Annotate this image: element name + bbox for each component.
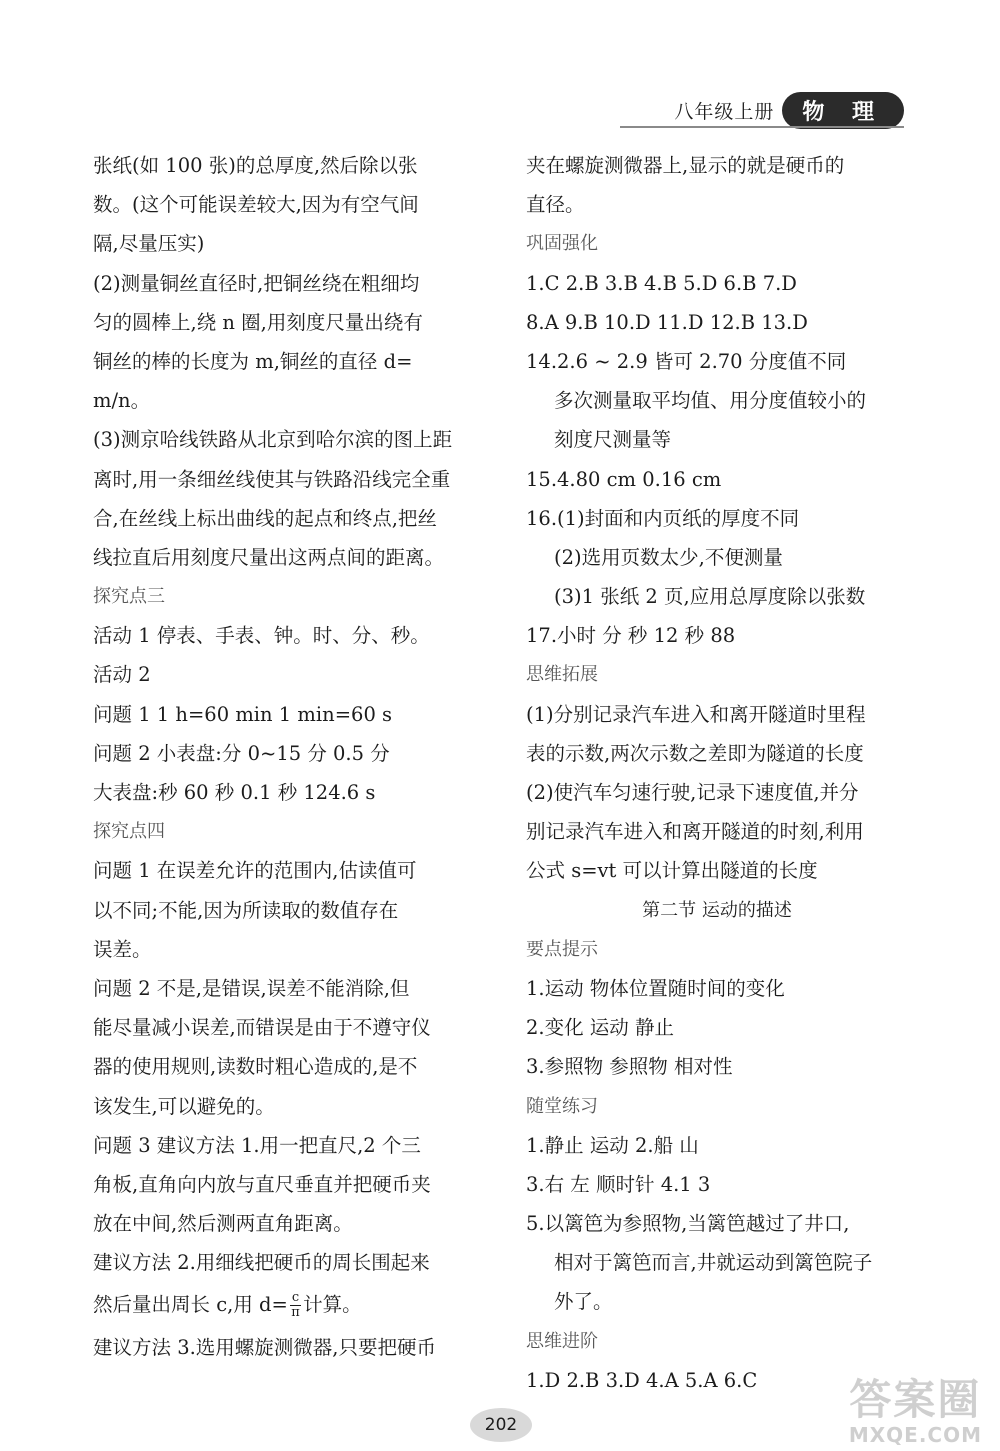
- watermark-logo: [849, 1377, 982, 1447]
- answer-line: 15.4.80 cm 0.16 cm: [526, 467, 722, 491]
- text-line: 公式 s=vt 可以计算出隧道的长度: [526, 859, 818, 883]
- answer-line: 17.小时 分 秒 12 秒 88: [526, 624, 736, 648]
- text-line: 问题 1 在误差允许的范围内,估读值可: [93, 859, 417, 883]
- fraction-numerator: c: [291, 1290, 300, 1306]
- answer-line: 2.变化 运动 静止: [526, 1016, 675, 1040]
- watermark-url: MXQE.COM: [848, 1423, 982, 1447]
- answer-line: (2)选用页数太少,不便测量: [554, 545, 783, 569]
- section-heading: 要点提示: [526, 938, 598, 960]
- section-heading: 随堂练习: [526, 1095, 598, 1117]
- text-line: 问题 1 1 h=60 min 1 min=60 s: [93, 702, 393, 726]
- fraction-c-over-pi: [290, 1291, 301, 1320]
- answer-line: 8.A 9.B 10.D 11.D 12.B 13.D: [526, 310, 808, 334]
- text-line: (2)使汽车匀速行驶,记录下速度值,并分: [526, 781, 859, 804]
- text-line: 活动 1 停表、手表、钟。时、分、秒。: [93, 624, 430, 648]
- text-line: 活动 2: [93, 663, 151, 687]
- section-heading: 巩固强化: [526, 233, 598, 255]
- answer-line: 外了。: [554, 1290, 613, 1314]
- text-line: 夹在螺旋测微器上,显示的就是硬币的: [526, 154, 845, 177]
- text-line: 角板,直角向内放与直尺垂直并把硬币夹: [93, 1172, 431, 1196]
- text-line: 合,在丝线上标出曲线的起点和终点,把丝: [93, 506, 437, 530]
- text-line: 直径。: [526, 193, 585, 217]
- grade-label: 八年级上册: [674, 101, 775, 123]
- answer-line: 16.(1)封面和内页纸的厚度不同: [526, 506, 800, 530]
- answer-line: 14.2.6 ~ 2.9 皆可 2.70 分度值不同: [526, 349, 847, 373]
- text-line: 问题 2 不是,是错误,误差不能消除,但: [93, 976, 410, 1000]
- text-line: 离时,用一条细丝线使其与铁路沿线完全重: [93, 467, 451, 491]
- fraction-denominator: π: [291, 1305, 300, 1321]
- text-line: 匀的圆棒上,绕 n 圈,用刻度尺量出绕有: [93, 310, 423, 334]
- text-line: 器的使用规则,读数时粗心造成的,是不: [93, 1055, 418, 1079]
- text-line: (3)测京哈线铁路从北京到哈尔滨的图上距: [93, 428, 453, 452]
- answer-line: 多次测量取平均值、用分度值较小的: [554, 389, 867, 413]
- formula-text-after: 计算。: [303, 1293, 362, 1317]
- formula-line: [93, 1282, 491, 1328]
- text-line: 别记录汽车进入和离开隧道的时刻,利用: [526, 820, 864, 844]
- watermark-text: 答案圈: [849, 1375, 982, 1424]
- answer-line: 相对于篱笆而言,井就运动到篱笆院子: [554, 1251, 873, 1275]
- text-line: m/n。: [93, 389, 151, 413]
- right-column: [526, 146, 908, 1400]
- text-line: 能尽量减小误差,而错误是由于不遵守仪: [93, 1016, 431, 1040]
- formula-text-before: 然后量出周长 c,用 d=: [93, 1293, 288, 1317]
- answer-line: 3.右 左 顺时针 4.1 3: [526, 1172, 711, 1196]
- text-line: (2)测量铜丝直径时,把铜丝绕在粗细均: [93, 271, 420, 295]
- subject-badge: 物 理: [782, 92, 904, 129]
- answer-line: 1.C 2.B 3.B 4.B 5.D 6.B 7.D: [526, 271, 797, 295]
- text-line: 建议方法 3.选用螺旋测微器,只要把硬币: [93, 1336, 437, 1360]
- text-line: 建议方法 2.用细线把硬币的周长围起来: [93, 1251, 430, 1275]
- text-line: 大表盘:秒 60 秒 0.1 秒 124.6 s: [93, 781, 376, 804]
- text-line: (1)分别记录汽车进入和离开隧道时里程: [526, 702, 866, 726]
- answer-line: 5.以篱笆为参照物,当篱笆越过了井口,: [526, 1212, 850, 1236]
- section-heading: 探究点三: [93, 586, 165, 608]
- section-heading: 探究点四: [93, 821, 165, 843]
- text-line: 以不同;不能,因为所读取的数值存在: [93, 898, 399, 922]
- section-heading: 思维拓展: [526, 664, 598, 686]
- text-line: 问题 2 小表盘:分 0~15 分 0.5 分: [93, 741, 390, 765]
- text-line: 线拉直后用刻度尺量出这两点间的距离。: [93, 545, 445, 569]
- answer-line: 刻度尺测量等: [554, 428, 672, 452]
- left-column: [93, 146, 491, 1368]
- text-line: 该发生,可以避免的。: [93, 1094, 275, 1118]
- text-line: 数。(这个可能误差较大,因为有空气间: [93, 193, 419, 217]
- header-rule: [620, 126, 904, 128]
- answer-line: 1.运动 物体位置随时间的变化: [526, 976, 785, 1000]
- answer-line: (3)1 张纸 2 页,应用总厚度除以张数: [554, 585, 866, 609]
- text-line: 误差。: [93, 937, 152, 961]
- answer-line: 1.D 2.B 3.D 4.A 5.A 6.C: [526, 1368, 758, 1392]
- text-line: 张纸(如 100 张)的总厚度,然后除以张: [93, 154, 418, 177]
- section-title: 第二节 运动的描述: [642, 899, 792, 921]
- text-line: 隔,尽量压实): [93, 232, 205, 256]
- page-number: 202: [470, 1408, 532, 1442]
- answer-line: 3.参照物 参照物 相对性: [526, 1055, 733, 1079]
- section-heading: 思维进阶: [526, 1330, 598, 1352]
- text-line: 放在中间,然后测两直角距离。: [93, 1212, 353, 1236]
- text-line: 问题 3 建议方法 1.用一把直尺,2 个三: [93, 1133, 421, 1157]
- answer-line: 1.静止 运动 2.船 山: [526, 1133, 699, 1157]
- page-header: [674, 92, 904, 129]
- text-line: 表的示数,两次示数之差即为隧道的长度: [526, 741, 864, 765]
- text-line: 铜丝的棒的长度为 m,铜丝的直径 d=: [93, 349, 413, 373]
